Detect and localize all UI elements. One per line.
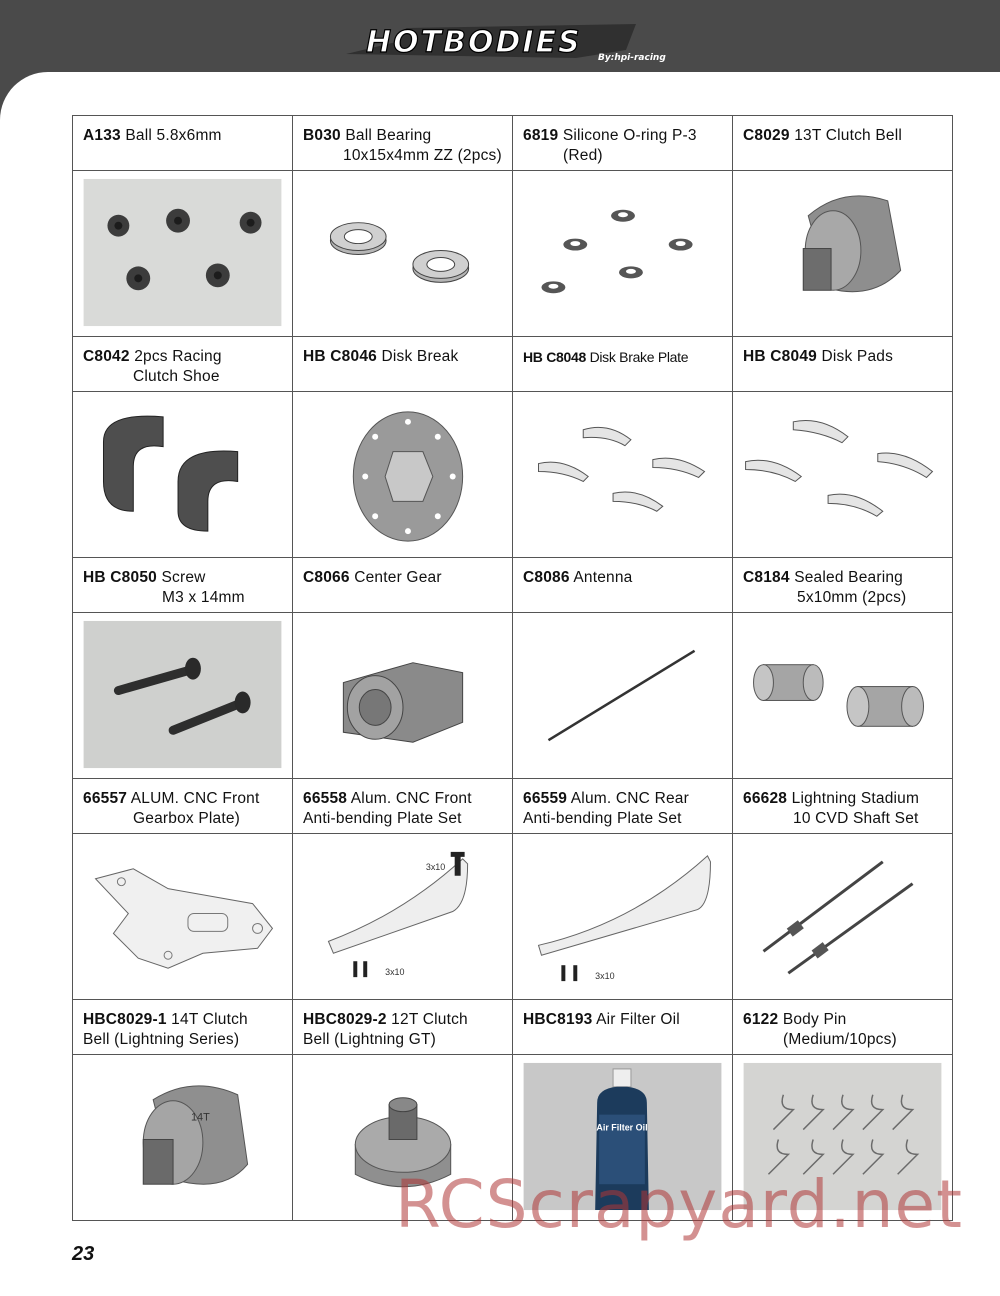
front-plate-drawing bbox=[293, 834, 513, 999]
part-image-disk-brake bbox=[293, 392, 513, 558]
part-image-center-gear bbox=[293, 613, 513, 779]
sealed-bearing-drawing bbox=[733, 613, 953, 778]
part-image-sealed-bearing bbox=[733, 613, 953, 779]
14t-clutch-bell-drawing bbox=[73, 1055, 293, 1220]
part-label: C8042 2pcs Racing Clutch Shoe bbox=[73, 337, 293, 392]
part-label: C8029 13T Clutch Bell bbox=[733, 116, 953, 171]
page-header bbox=[0, 0, 1000, 72]
part-image-ball bbox=[73, 171, 293, 337]
part-label: HB C8046 Disk Break bbox=[293, 337, 513, 392]
hot-bodies-logo bbox=[336, 14, 666, 66]
part-image-clutch-shoe bbox=[73, 392, 293, 558]
antenna-drawing bbox=[513, 613, 733, 778]
part-label: C8086 Antenna bbox=[513, 558, 733, 613]
part-label: C8066 Center Gear bbox=[293, 558, 513, 613]
parts-grid bbox=[72, 115, 953, 1221]
part-label: A133 Ball 5.8x6mm bbox=[73, 116, 293, 171]
part-image-rear-anti-bending-plate bbox=[513, 834, 733, 1000]
header-corner bbox=[0, 72, 60, 132]
center-gear-drawing bbox=[293, 613, 513, 778]
part-image-bearing bbox=[293, 171, 513, 337]
screw-photo bbox=[73, 613, 293, 778]
part-label: 66557 ALUM. CNC Front Gearbox Plate) bbox=[73, 779, 293, 834]
label-row bbox=[73, 337, 953, 392]
o-ring-drawing bbox=[513, 171, 733, 336]
part-label: HBC8029-1 14T Clutch Bell (Lightning Series) bbox=[73, 1000, 293, 1055]
part-label: 66558 Alum. CNC Front Anti-bending Plate Set bbox=[293, 779, 513, 834]
part-label: B030 Ball Bearing 10x15x4mm ZZ (2pcs) bbox=[293, 116, 513, 171]
image-row bbox=[73, 171, 953, 337]
part-label: 6819 Silicone O-ring P-3 (Red) bbox=[513, 116, 733, 171]
image-row bbox=[73, 392, 953, 558]
part-image-14t-clutch-bell bbox=[73, 1055, 293, 1221]
part-image-screw bbox=[73, 613, 293, 779]
ball-photo bbox=[73, 171, 293, 336]
part-image-gearbox-plate bbox=[73, 834, 293, 1000]
part-label: HBC8029-2 12T Clutch Bell (Lightning GT) bbox=[293, 1000, 513, 1055]
oil-bottle-label: Air Filter Oil bbox=[596, 1122, 648, 1133]
label-row bbox=[73, 1000, 953, 1055]
part-label: HB C8049 Disk Pads bbox=[733, 337, 953, 392]
clutch-shoe-drawing bbox=[73, 392, 293, 557]
disk-pads-drawing bbox=[733, 392, 953, 557]
part-image-clutch-bell bbox=[733, 171, 953, 337]
page-number: 23 bbox=[72, 1243, 95, 1265]
screw-size-label: 3x10 bbox=[385, 967, 405, 978]
watermark: RCScrapyard.net bbox=[395, 1166, 963, 1243]
part-image-o-ring bbox=[513, 171, 733, 337]
part-label: HB C8050 Screw M3 x 14mm bbox=[73, 558, 293, 613]
label-row bbox=[73, 779, 953, 834]
gearbox-plate-drawing bbox=[73, 834, 293, 999]
part-image-cvd-shaft bbox=[733, 834, 953, 1000]
screw-size-label: 3x10 bbox=[425, 861, 446, 872]
part-label: HBC8193 Air Filter Oil bbox=[513, 1000, 733, 1055]
part-image-brake-plate bbox=[513, 392, 733, 558]
part-label: 66628 Lightning Stadium 10 CVD Shaft Set bbox=[733, 779, 953, 834]
screw-size-label: 3x10 bbox=[595, 971, 615, 982]
rear-plate-drawing bbox=[513, 834, 733, 999]
gear-marking-label: 14T bbox=[190, 1111, 210, 1124]
cvd-shaft-drawing bbox=[733, 834, 953, 999]
svg-text:HOTBODIES: HOTBODIES bbox=[366, 25, 582, 60]
bearing-drawing bbox=[293, 171, 513, 336]
part-image-antenna bbox=[513, 613, 733, 779]
part-image-front-anti-bending-plate bbox=[293, 834, 513, 1000]
part-image-disk-pads bbox=[733, 392, 953, 558]
image-row bbox=[73, 834, 953, 1000]
part-label: 6122 Body Pin (Medium/10pcs) bbox=[733, 1000, 953, 1055]
label-row bbox=[73, 116, 953, 171]
clutch-bell-drawing bbox=[733, 171, 953, 336]
part-label: HB C8048 Disk Brake Plate bbox=[513, 337, 733, 392]
part-label: 66559 Alum. CNC Rear Anti-bending Plate Set bbox=[513, 779, 733, 834]
label-row bbox=[73, 558, 953, 613]
part-label: C8184 Sealed Bearing 5x10mm (2pcs) bbox=[733, 558, 953, 613]
image-row bbox=[73, 613, 953, 779]
disk-brake-drawing bbox=[293, 392, 513, 557]
brake-plate-drawing bbox=[513, 392, 733, 557]
svg-text:By:hpi-racing: By:hpi-racing bbox=[598, 53, 666, 63]
